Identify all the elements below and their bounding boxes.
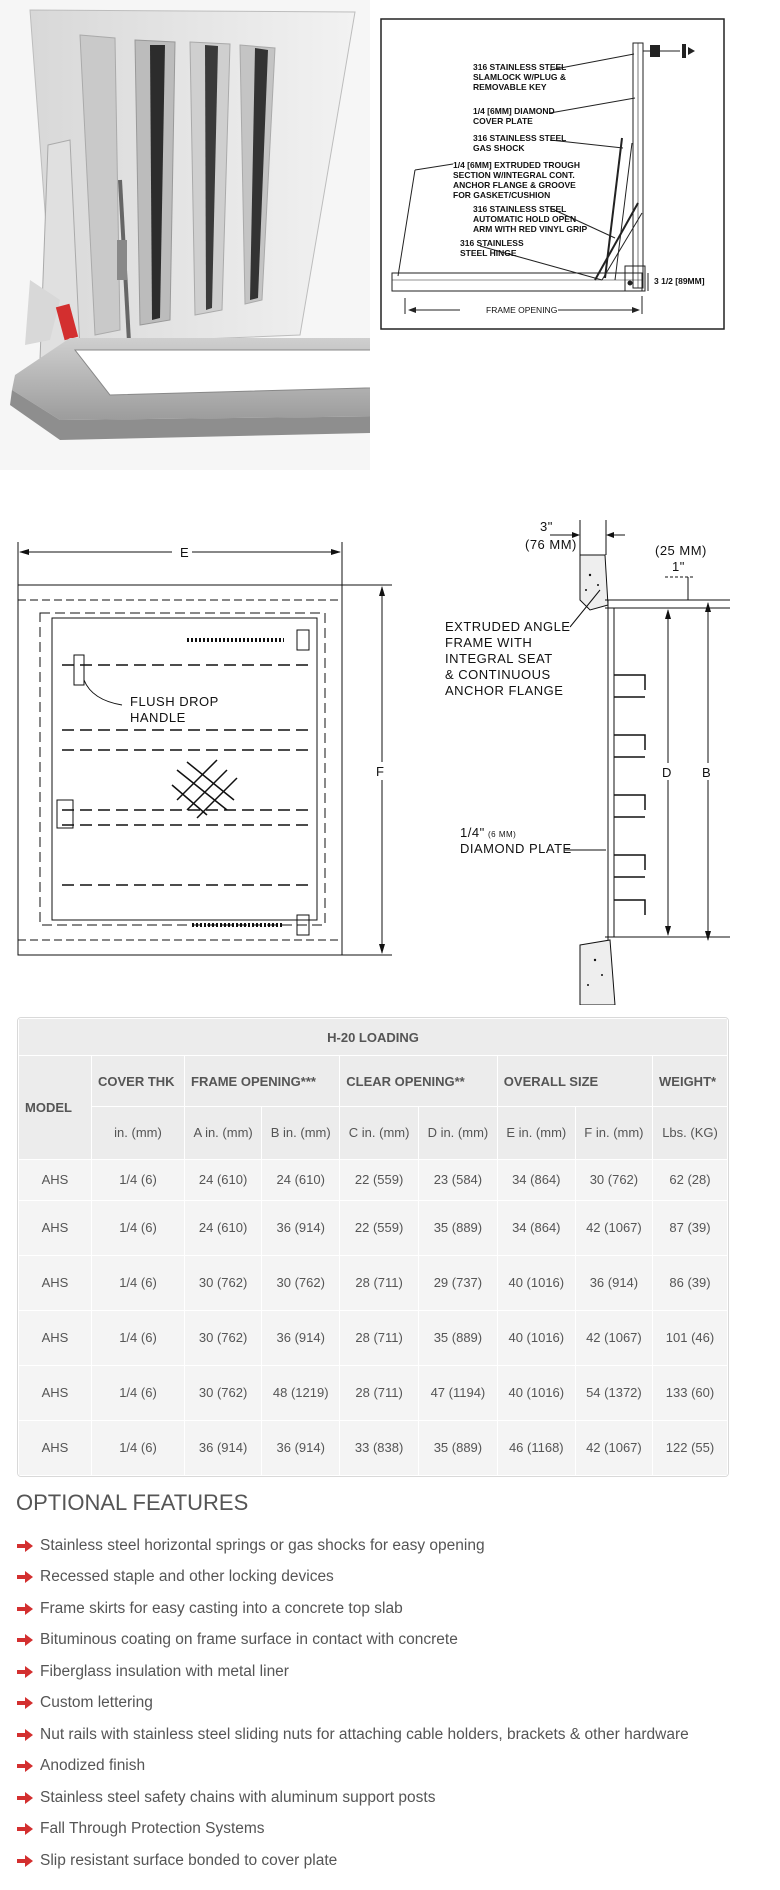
table-cell: 36 (914) bbox=[262, 1421, 340, 1476]
table-caption: H-20 LOADING bbox=[19, 1019, 728, 1056]
table-cell: 86 (39) bbox=[653, 1256, 728, 1311]
table-cell: 35 (889) bbox=[419, 1201, 498, 1256]
table-cell: 28 (711) bbox=[340, 1256, 419, 1311]
overall-size-header: OVERALL SIZE bbox=[497, 1056, 652, 1107]
hatch-detail-diagram bbox=[380, 18, 725, 330]
arrow-right-icon bbox=[16, 1602, 34, 1616]
a-unit-header: A in. (mm) bbox=[185, 1107, 262, 1160]
c-unit-header: C in. (mm) bbox=[340, 1107, 419, 1160]
list-item bbox=[16, 1625, 689, 1657]
feature-text: Bituminous coating on frame surface in contact with concrete bbox=[40, 1631, 458, 1649]
table-cell: 30 (762) bbox=[575, 1160, 652, 1201]
arrow-right-icon bbox=[16, 1696, 34, 1710]
table-cell: 24 (610) bbox=[185, 1201, 262, 1256]
dimension-b: B bbox=[702, 765, 712, 780]
table-cell: 101 (46) bbox=[653, 1311, 728, 1366]
optional-features-list bbox=[16, 1530, 689, 1877]
weight-header: WEIGHT* bbox=[653, 1056, 728, 1107]
f-unit-header: F in. (mm) bbox=[575, 1107, 652, 1160]
table-cell: 40 (1016) bbox=[497, 1256, 575, 1311]
feature-text: Slip resistant surface bonded to cover plate bbox=[40, 1851, 338, 1869]
table-cell: AHS bbox=[19, 1160, 92, 1201]
table-row bbox=[19, 1201, 728, 1256]
table-cell: AHS bbox=[19, 1201, 92, 1256]
feature-text: Fiberglass insulation with metal liner bbox=[40, 1662, 289, 1680]
list-item bbox=[16, 1751, 689, 1783]
frame-opening-dimension: FRAME OPENING bbox=[486, 305, 558, 315]
frame-opening-header: FRAME OPENING*** bbox=[185, 1056, 340, 1107]
feature-text: Nut rails with stainless steel sliding nuts for attaching cable holders, brackets & other hardware bbox=[40, 1725, 689, 1743]
clear-opening-header: CLEAR OPENING** bbox=[340, 1056, 498, 1107]
cover-thk-header: COVER THK bbox=[92, 1056, 185, 1107]
weight-unit-header: Lbs. (KG) bbox=[653, 1107, 728, 1160]
list-item bbox=[16, 1688, 689, 1720]
table-row bbox=[19, 1160, 728, 1201]
table-row bbox=[19, 1366, 728, 1421]
feature-text: Stainless steel safety chains with aluminum support posts bbox=[40, 1788, 436, 1806]
section-view-diagram bbox=[440, 515, 730, 1005]
arrow-right-icon bbox=[16, 1539, 34, 1553]
dimension-d: D bbox=[662, 765, 672, 780]
table-cell: 1/4 (6) bbox=[92, 1256, 185, 1311]
arrow-right-icon bbox=[16, 1665, 34, 1679]
arrow-right-icon bbox=[16, 1791, 34, 1805]
table-cell: 34 (864) bbox=[497, 1160, 575, 1201]
table-cell: 30 (762) bbox=[185, 1366, 262, 1421]
list-item bbox=[16, 1845, 689, 1877]
table-cell: 22 (559) bbox=[340, 1160, 419, 1201]
extruded-frame-label: EXTRUDED ANGLE FRAME WITH INTEGRAL SEAT & CONTINUOUS ANCHOR FLANGE bbox=[445, 619, 571, 698]
table-cell: 62 (28) bbox=[653, 1160, 728, 1201]
table-cell: 24 (610) bbox=[262, 1160, 340, 1201]
list-item bbox=[16, 1530, 689, 1562]
table-cell: 36 (914) bbox=[575, 1256, 652, 1311]
flush-drop-handle-label: FLUSH DROP HANDLE bbox=[130, 694, 219, 725]
table-cell: 36 (914) bbox=[262, 1201, 340, 1256]
h20-loading-table bbox=[17, 1017, 729, 1477]
arrow-right-icon bbox=[16, 1570, 34, 1584]
table-cell: 54 (1372) bbox=[575, 1366, 652, 1421]
table-cell: 30 (762) bbox=[185, 1311, 262, 1366]
table-cell: 35 (889) bbox=[419, 1311, 498, 1366]
table-cell: 35 (889) bbox=[419, 1421, 498, 1476]
table-cell: 23 (584) bbox=[419, 1160, 498, 1201]
trough-callout: 1/4 [6MM] EXTRUDED TROUGH SECTION W/INTEGRAL CONT. ANCHOR FLANGE & GROOVE FOR GASKET/CUSHION bbox=[453, 160, 581, 200]
table-cell: 28 (711) bbox=[340, 1311, 419, 1366]
list-item bbox=[16, 1593, 689, 1625]
table-cell: 47 (1194) bbox=[419, 1366, 498, 1421]
table-cell: 1/4 (6) bbox=[92, 1311, 185, 1366]
table-cell: 28 (711) bbox=[340, 1366, 419, 1421]
table-cell: 24 (610) bbox=[185, 1160, 262, 1201]
table-cell: 122 (55) bbox=[653, 1421, 728, 1476]
arrow-right-icon bbox=[16, 1633, 34, 1647]
table-cell: 40 (1016) bbox=[497, 1311, 575, 1366]
dimension-f: F bbox=[376, 764, 385, 779]
table-cell: 42 (1067) bbox=[575, 1421, 652, 1476]
e-unit-header: E in. (mm) bbox=[497, 1107, 575, 1160]
table-cell: AHS bbox=[19, 1256, 92, 1311]
arrow-right-icon bbox=[16, 1759, 34, 1773]
table-cell: 33 (838) bbox=[340, 1421, 419, 1476]
dimension-25mm: (25 MM) bbox=[655, 543, 707, 558]
cover-plate-callout: 1/4 [6MM] DIAMOND COVER PLATE bbox=[473, 106, 555, 126]
table-cell: 1/4 (6) bbox=[92, 1421, 185, 1476]
arrow-right-icon bbox=[16, 1822, 34, 1836]
diamond-plate-label: 1/4" (6 MM) DIAMOND PLATE bbox=[460, 825, 572, 856]
hinge-callout: 316 STAINLESS STEEL HINGE bbox=[460, 238, 524, 258]
table-cell: 42 (1067) bbox=[575, 1311, 652, 1366]
table-row bbox=[19, 1311, 728, 1366]
slamlock-callout: 316 STAINLESS STEEL SLAMLOCK W/PLUG & REMOVABLE KEY bbox=[473, 62, 567, 92]
cover-unit-header: in. (mm) bbox=[92, 1107, 185, 1160]
table-cell: AHS bbox=[19, 1311, 92, 1366]
feature-text: Anodized finish bbox=[40, 1757, 146, 1775]
dimension-1in: 1" bbox=[672, 559, 685, 574]
b-unit-header: B in. (mm) bbox=[262, 1107, 340, 1160]
table-cell: 34 (864) bbox=[497, 1201, 575, 1256]
list-item bbox=[16, 1562, 689, 1594]
arrow-right-icon bbox=[16, 1728, 34, 1742]
plan-view-diagram bbox=[12, 540, 402, 995]
dimension-76mm: (76 MM) bbox=[525, 537, 577, 552]
feature-text: Custom lettering bbox=[40, 1694, 153, 1712]
table-cell: 87 (39) bbox=[653, 1201, 728, 1256]
list-item bbox=[16, 1719, 689, 1751]
table-cell: 40 (1016) bbox=[497, 1366, 575, 1421]
height-dimension: 3 1/2 [89MM] bbox=[654, 276, 705, 286]
dimension-3in: 3" bbox=[540, 519, 553, 534]
table-cell: AHS bbox=[19, 1366, 92, 1421]
table-cell: 1/4 (6) bbox=[92, 1366, 185, 1421]
product-photo bbox=[0, 0, 370, 470]
list-item bbox=[16, 1814, 689, 1846]
feature-text: Fall Through Protection Systems bbox=[40, 1820, 265, 1838]
table-cell: 22 (559) bbox=[340, 1201, 419, 1256]
table-cell: 133 (60) bbox=[653, 1366, 728, 1421]
table-cell: 30 (762) bbox=[262, 1256, 340, 1311]
d-unit-header: D in. (mm) bbox=[419, 1107, 498, 1160]
feature-text: Recessed staple and other locking devices bbox=[40, 1568, 334, 1586]
gas-shock-callout: 316 STAINLESS STEEL GAS SHOCK bbox=[473, 133, 567, 153]
table-cell: 36 (914) bbox=[262, 1311, 340, 1366]
table-cell: 1/4 (6) bbox=[92, 1160, 185, 1201]
table-row bbox=[19, 1256, 728, 1311]
arrow-right-icon bbox=[16, 1854, 34, 1868]
table-cell: 46 (1168) bbox=[497, 1421, 575, 1476]
model-header: MODEL bbox=[19, 1056, 92, 1160]
table-cell: 36 (914) bbox=[185, 1421, 262, 1476]
table-cell: AHS bbox=[19, 1421, 92, 1476]
table-cell: 1/4 (6) bbox=[92, 1201, 185, 1256]
feature-text: Stainless steel horizontal springs or gas shocks for easy opening bbox=[40, 1536, 485, 1554]
table-cell: 48 (1219) bbox=[262, 1366, 340, 1421]
list-item bbox=[16, 1656, 689, 1688]
list-item bbox=[16, 1782, 689, 1814]
table-row bbox=[19, 1421, 728, 1476]
table-cell: 30 (762) bbox=[185, 1256, 262, 1311]
dimension-e: E bbox=[180, 545, 190, 560]
optional-features-title: OPTIONAL FEATURES bbox=[16, 1490, 249, 1515]
feature-text: Frame skirts for easy casting into a concrete top slab bbox=[40, 1599, 403, 1617]
table-cell: 42 (1067) bbox=[575, 1201, 652, 1256]
hold-open-callout: 316 STAINLESS STEEL AUTOMATIC HOLD OPEN ARM WITH RED VINYL GRIP bbox=[473, 204, 588, 234]
table-cell: 29 (737) bbox=[419, 1256, 498, 1311]
